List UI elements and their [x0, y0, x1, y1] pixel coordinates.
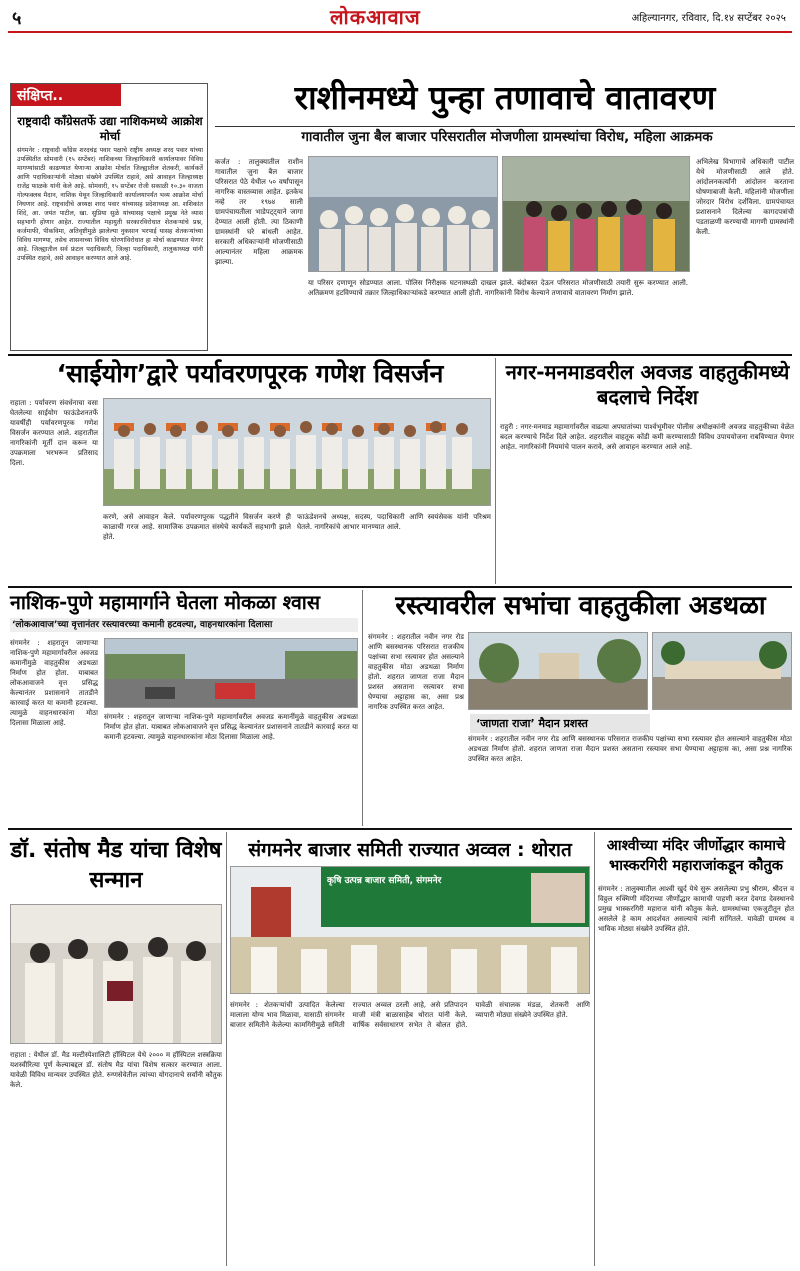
brief-tag: संक्षिप्त.. [11, 84, 121, 106]
story1-rule [215, 126, 795, 127]
story5-photo2 [652, 632, 792, 710]
story2-photo [103, 398, 491, 506]
story1-photo2 [502, 156, 690, 272]
story5-headline: रस्त्यावरील सभांचा वाहतुकीला अडथळा [395, 591, 766, 621]
divider-2 [8, 586, 792, 588]
story5-caption: ‘जाणता राजा’ मैदान प्रशस्त [470, 714, 650, 733]
story7-banner: कृषि उत्पन्न बाजार समिती, संगमनेर [327, 876, 442, 886]
story4-body: संगमनेर : शहरातून जाणाऱ्या नाशिक-पुणे महामार्गावरील अवजड कमानींमुळे वाहतुकीस अडथळा निर्माण होत होता. याबाबत लोकआवाजने वृत्त प्रसिद्ध केल्यानंतर प्रशासनाने तातडीने कारवाई करत या कमानी हटवल्या. त्यामुळे वाहनधारकांना मोठा दिलासा मिळाला आहे. [10, 639, 98, 727]
divider-3 [8, 828, 792, 830]
story1-col2: या परिसर दणाणून सोडण्यात आला. पोलिस निरीक्षक घटनास्थळी दाखल झाले. बंदोबस्त देऊन परिसरात मोजणीसाठी तयारी सुरू करण्यात आली. अतिक्रमण हटविण्याचे तक्रार जिल्हाधिकाऱ्यांकडे करण्यात आली होती. नागरिकांनी विरोध केल्याने तणावाचे वातावरण निर्माण झाले. [308, 279, 688, 297]
divider-v3 [226, 832, 227, 1266]
story6-headline: डॉ. संतोष मैड यांचा विशेष सन्मान [10, 838, 222, 893]
story3-headline: नगर-मनमाडवरील अवजड वाहतुकीमध्ये बदलाचे निर्देश [505, 360, 790, 409]
masthead-logo: लोकआवाज [330, 5, 421, 29]
story8-body: संगमनेर : तालुक्यातील आश्वी खुर्द येथे सुरू असलेल्या प्रभु श्रीराम, श्रीदत्त व विठ्ठल रुक्मिणी मंदिराच्या जीर्णोद्धार कामाची पाहणी करत देवगड देवस्थानचे प्रमुख भास्करगिरी महाराज यांनी कौतुक केले. ग्रामस्थांच्या एकजुटीतून होत असलेले हे काम आदर्शवत असल्याचे त्यांनी सांगितले. यावेळी ग्रामस्थ व भाविक मोठ्या संख्येने उपस्थित होते. [598, 885, 794, 933]
story1-subhead: गावातील जुना बैल बाजार परिसरातील मोजणीला ग्रामस्थांचा विरोध, महिला आक्रमक [301, 129, 713, 145]
story6-body: राहाता : येथील डॉ. मैड मल्टीस्पेशालिटी हॉस्पिटल येथे २००० म हॉस्पिटल शस्त्रक्रिया यशस्वीरित्या पूर्ण केल्याबद्दल डॉ. संतोष मैड यांचा विशेष सत्कार करण्यात आला. यावेळी विविध मान्यवर उपस्थित होते. रुग्णसेवेतील त्यांच्या योगदानाचे सर्वांनी कौतुक केले. [10, 1051, 222, 1089]
story6-photo [10, 904, 222, 1044]
divider-1 [8, 354, 792, 356]
brief-title: राष्ट्रवादी कॉंग्रेसतर्फे उद्या नाशिकमध्ये आक्रोश मोर्चा [17, 114, 203, 143]
story1-photo [308, 156, 498, 272]
story1-headline: राशीनमध्ये पुन्हा तणावाचे वातावरण [294, 78, 716, 117]
story4-col2: संगमनेर : शहरातून जाणाऱ्या नाशिक-पुणे महामार्गावरील अवजड कमानींमुळे वाहतुकीस अडथळा निर्माण होत होता. याबाबत लोकआवाजने वृत्त प्रसिद्ध केल्यानंतर प्रशासनाने तातडीने कारवाई करत या कमानी हटवल्या. त्यामुळे वाहनधारकांना मोठा दिलासा मिळाला आहे. [104, 713, 358, 741]
story2-col1: राहाता : पर्यावरण संवर्धनाचा वसा घेतलेल्या साईयोग फाऊंडेशनतर्फे यावर्षीही पर्यावरणपूरक गणेश विसर्जन करण्यात आले. शहरातील नागरिकांनी मूर्ती दान करून या उपक्रमाला भरभरून प्रतिसाद दिला. [10, 399, 98, 467]
story3-body: राहुरी : नगर-मनमाड महामार्गावरील वाढत्या अपघातांच्या पार्श्वभूमीवर पोलीस अधीक्षकांनी अवजड वाहतुकीच्या वेळेत बदल करण्याचे निर्देश दिले आहेत. शहरातील वाहतूक कोंडी कमी करण्यासाठी विविध उपाययोजना राबविण्यात येणार आहेत. नागरिकांनी नियमांचे पालन करावे, असे आवाहन करण्यात आले आहे. [500, 423, 794, 451]
story5-body: संगमनेर : शहरातील नवीन नगर रोड आणि बसस्थानक परिसरात राजकीय पक्षांच्या सभा रस्त्यावर होत असल्याने वाहतुकीस मोठा अडथळा निर्माण होतो. शहरात जाणता राजा मैदान प्रशस्त असताना रस्त्यावर सभा घेण्याचा अट्टाहास का, असा प्रश्न नागरिक उपस्थित करत आहेत. [368, 633, 464, 711]
story4-subhead: ‘लोकआवाज’च्या वृत्तानंतर रस्त्यावरच्या कमानी हटवल्या, वाहनधारकांना दिलासा [10, 618, 358, 632]
story2-col2: करणे, असे आवाहन केले. पर्यावरणपूरक पद्धतीने विसर्जन करणे ही काळाची गरज आहे. सामाजिक उपक्रमात संस्थेचे कार्यकर्ते सहभागी झाले होते. [103, 513, 291, 541]
story1-col1: कर्जत : तालुक्यातील राशीन गावातील जुना बैल बाजार परिसरात पेठे येथील ५० वर्षांपासून नागरिक वास्तव्यास आहेत. इतकेच नव्हे तर १९७४ साली ग्रामपंचायतीला भाडेपट्ट्याने जागा देण्यात आली होती. त्या ठिकाणी ग्रामस्थांनी घरे बांधली आहेत. सरकारी अधिकाऱ्यांनी मोजणीसाठी आल्यानंतर महिला आक्रमक झाल्या. [215, 158, 303, 266]
story4-headline: नाशिक-पुणे महामार्गाने घेतला मोकळा श्वास [10, 591, 321, 614]
story5-photo [468, 632, 648, 710]
story7-headline: संगमनेर बाजार समिती राज्यात अव्वल : थोरात [248, 839, 572, 861]
masthead-rule [8, 31, 792, 33]
story7-photo [230, 866, 590, 994]
story8-headline: आश्वीच्या मंदिर जीर्णोद्धार कामाचे भास्करगिरी महाराजांकडून कौतुक [606, 838, 786, 874]
story5-col2: संगमनेर : शहरातील नवीन नगर रोड आणि बसस्थानक परिसरात राजकीय पक्षांच्या सभा रस्त्यावर होत असल्याने वाहतुकीस मोठा अडथळा निर्माण होतो. शहरात जाणता राजा मैदान प्रशस्त असताना रस्त्यावर सभा घेण्याचा अट्टाहास का, असा प्रश्न नागरिक उपस्थित करत आहेत. [468, 735, 792, 763]
story4-photo [104, 638, 358, 708]
dateline: अहिल्यानगर, रविवार, दि.१४ सप्टेंबर २०२५ [631, 13, 786, 24]
divider-v4 [594, 832, 595, 1266]
page-number: ५ [12, 8, 22, 29]
divider-v1 [495, 358, 496, 584]
divider-v2 [362, 590, 363, 826]
story2-headline: ‘साईयोग’द्वारे पर्यावरणपूरक गणेश विसर्जन [56, 359, 444, 388]
brief-body: संगमनेर : राष्ट्रवादी काँग्रेस शरदचंद्र पवार पक्षाचे राष्ट्रीय अध्यक्ष शरद पवार यांच्या उपस्थितीत सोमवारी (१५ सप्टेंबर) नाशिकच्या जिल्हाधिकारी कार्यालयावर विविध मागण्यांसाठी काढण्यात येणाऱ्या आक्रोश मोर्चात जिल्ह्यातील शेतकरी, कार्यकर्ते आणि पदाधिकाऱ्यांनी मोठ्या संख्येने उपस्थित राहावे, असे आवाहन जिल्हाध्यक्ष राजेंद्र फाळके यांनी केले आहे. सोमवारी, १५ सप्टेंबर रोजी सकाळी १०.३० वाजता गोल्फक्लब मैदान, नाशिक येथून जिल्हाधिकारी कार्यालयापर्यंत भव्य आक्रोश मोर्चा निघणार आहे. राष्ट्रवादीचे अध्यक्ष शरद पवार यांच्यासह प्रदेशाध्यक्ष आ. शशिकांत शिंदे, आ. जयंत पाटील, खा. सुप्रिया सुळे यांच्यासह पक्षाचे प्रमुख नेते व्यास सहभागी होणार आहेत. राज्यातील महायुती सरकारविरोधात शेतकऱ्यांचे प्रश्न, कर्जमाफी, पीकविमा, अतिवृष्टीमुळे झालेल्या नुकसान भरपाई यासह शेतकऱ्यांच्या विविध मागण्या, तसेच शासनाच्या विविध धोरणांविरोधात हा मोर्चा काढण्यात येणार आहे. जिल्ह्यातील सर्व फ्रंटल पदाधिकारी, जिल्हा पदाधिकारी, तालुकाध्यक्ष यांनी उपस्थित राहावे, असे आवाहन करण्यात आले आहे. [17, 147, 203, 262]
story7-body: संगमनेर : शेतकऱ्यांची उत्पादित केलेल्या मालाला योग्य भाव मिळावा, यासाठी संगमनेर बाजार समितीने केलेल्या कामगिरीमुळे समिती राज्यात अव्वल ठरली आहे, असे प्रतिपादन माजी मंत्री बाळासाहेब थोरात यांनी केले. वार्षिक सर्वसाधारण सभेत ते बोलत होते. यावेळी संचालक मंडळ, शेतकरी आणि व्यापारी मोठ्या संख्येने उपस्थित होते. [230, 1001, 590, 1029]
story2-col3: फाऊंडेशनचे अध्यक्ष, सदस्य, पदाधिकारी आणि स्वयंसेवक यांनी परिश्रम घेतले. नागरिकांचे आभार मानण्यात आले. [297, 513, 491, 531]
story1-col3: अभिलेख विभागाचे अधिकारी पाटील येथे मोजणीसाठी आले होते. आंदोलनकर्त्यांनी आंदोलन करताना घोषणाबाजी केली. महिलांनी मोजणीला जोरदार विरोध दर्शविला. ग्रामपंचायत प्रशासनाने दिलेल्या कागदपत्रांची पडताळणी करण्याची मागणी ग्रामस्थांनी केली. [696, 158, 794, 236]
brief-box [10, 83, 208, 351]
masthead [0, 0, 800, 32]
